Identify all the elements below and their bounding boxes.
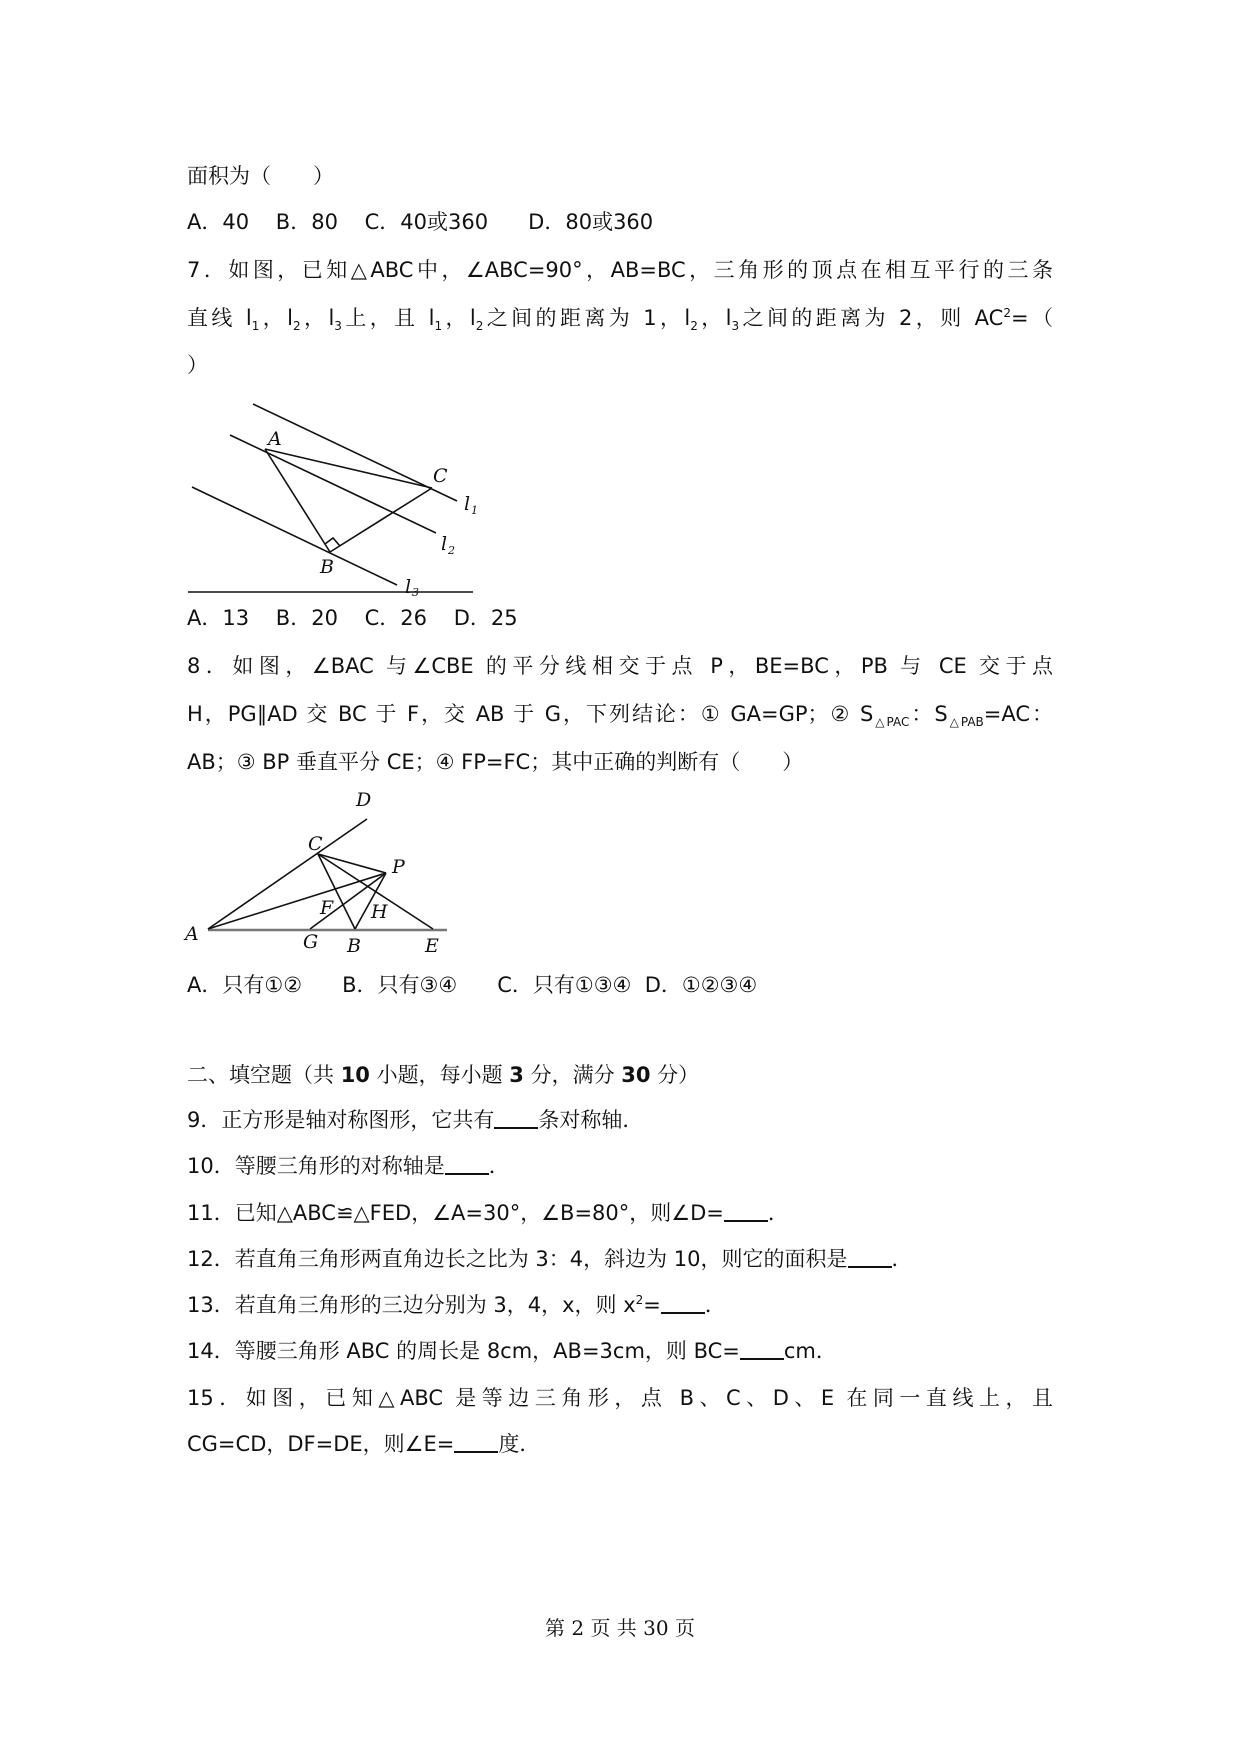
svg-text:A: A [185,923,199,945]
q7-options [187,604,1053,632]
q12: 12．若直角三角形两直角边长之比为 3：4，斜边为 10，则它的面积是 ． [187,1247,913,1271]
svg-text:1: 1 [471,504,478,517]
section-heading-fill-in: 二、填空题（共 10 小题，每小题 3 分，满分 30 分） [187,1063,700,1087]
q7-figure [160,390,480,600]
line-l3 [192,487,397,585]
svg-text:D: D [356,789,372,811]
q14-answer-blank[interactable] [740,1340,784,1360]
q11-answer-blank[interactable] [724,1202,768,1222]
svg-text:B: B [320,556,334,578]
q7-option-d[interactable]: D．25 [453,606,518,630]
line-l2 [230,435,436,533]
svg-text:l: l [405,576,412,598]
svg-text:C: C [308,833,323,855]
q10-answer-blank[interactable] [445,1155,489,1175]
segment-ac [265,449,432,488]
q6-stem-tail: 面积为（ ） [187,164,334,188]
q13: 13．若直角三角形的三边分别为 3，4，x，则 $x^2=$ ． [187,1293,726,1317]
q9: 9．正方形是轴对称图形，它共有 条对称轴． [187,1108,644,1132]
q8-options [187,971,1053,999]
svg-text:l: l [464,493,471,515]
q12-answer-blank[interactable] [848,1248,892,1268]
svg-text:3: 3 [412,586,419,599]
q13-answer-blank[interactable] [661,1294,705,1314]
svg-text:G: G [303,931,319,953]
q15-line1: 15．如图，已知△ABC 是等边三角形，点 B、C、D、E 在同一直线上，且 [187,1386,1053,1410]
svg-text:C: C [433,465,448,487]
segment-bc [330,488,432,552]
svg-text:F: F [320,897,334,919]
q8-option-c[interactable]: C．只有①③④ [497,973,632,997]
q11: 11．已知△ABC≌△FED，∠A=30°，∠B=80°，则∠D= ． [187,1201,789,1225]
right-angle-mark [325,538,340,546]
q14: 14．等腰三角形 ABC 的周长是 8cm，AB=3cm，则 BC= cm． [187,1339,837,1363]
q9-answer-blank[interactable] [494,1109,538,1129]
svg-text:A: A [268,428,282,450]
q6-option-d[interactable]: D．80或360 [528,210,654,234]
svg-text:P: P [392,856,405,878]
q8-stem-line1: 8．如图，∠BAC 与∠CBE 的平分线相交于点 P，BE=BC，PB 与 CE 交于点 [187,654,1053,678]
q7-option-b[interactable]: B．20 [275,606,338,630]
q10: 10．等腰三角形的对称轴是 ． [187,1154,510,1178]
q15-line2: CG=CD，DF=DE，则∠E= 度． [187,1432,541,1456]
q6-option-b[interactable]: B．80 [275,210,338,234]
q7-stem-line3: ） [187,353,208,377]
svg-text:E: E [425,935,439,957]
segment-cp [318,854,386,873]
q8-option-b[interactable]: B．只有③④ [342,973,458,997]
q8-option-a[interactable]: A．只有①② [187,973,303,997]
q6-options [187,208,1053,236]
q15-answer-blank[interactable] [454,1433,498,1453]
svg-text:B: B [347,935,361,957]
svg-text:l: l [441,533,448,555]
q8-figure [160,780,460,970]
q7-stem-line1: 7．如图，已知△ABC中，∠ABC=90°，AB=BC，三角形的顶点在相互平行的三条 [187,258,1053,282]
q6-option-c[interactable]: C．40或360 [364,210,489,234]
svg-text:2: 2 [448,544,455,557]
q7-option-a[interactable]: A．13 [187,606,250,630]
page-footer: 第 2 页 共 30 页 [545,1616,695,1640]
q8-stem-line2: H，PG∥AD 交 BC 于 F，交 AB 于 G，下列结论：① GA=GP；② $S_{\triangle PAC}$：$S_{\triangle PAB}=AC$： [187,702,1054,730]
q8-option-d[interactable]: D．①②③④ [644,973,758,997]
ray-ad [208,819,367,929]
q6-option-a[interactable]: A．40 [187,210,250,234]
q7-option-c[interactable]: C．26 [364,606,428,630]
svg-text:H: H [371,901,388,923]
q8-stem-line3: AB；③ BP 垂直平分 CE；④ FP=FC；其中正确的判断有（ ） [187,750,804,774]
q7-stem-line2: 直线 $l_1$，$l_2$，$l_3$上，且 $l_1$，$l_2$之间的距离为 1，$l_2$，$l_3$之间的距离为 2，则 $AC^2=$（ [187,306,1053,334]
